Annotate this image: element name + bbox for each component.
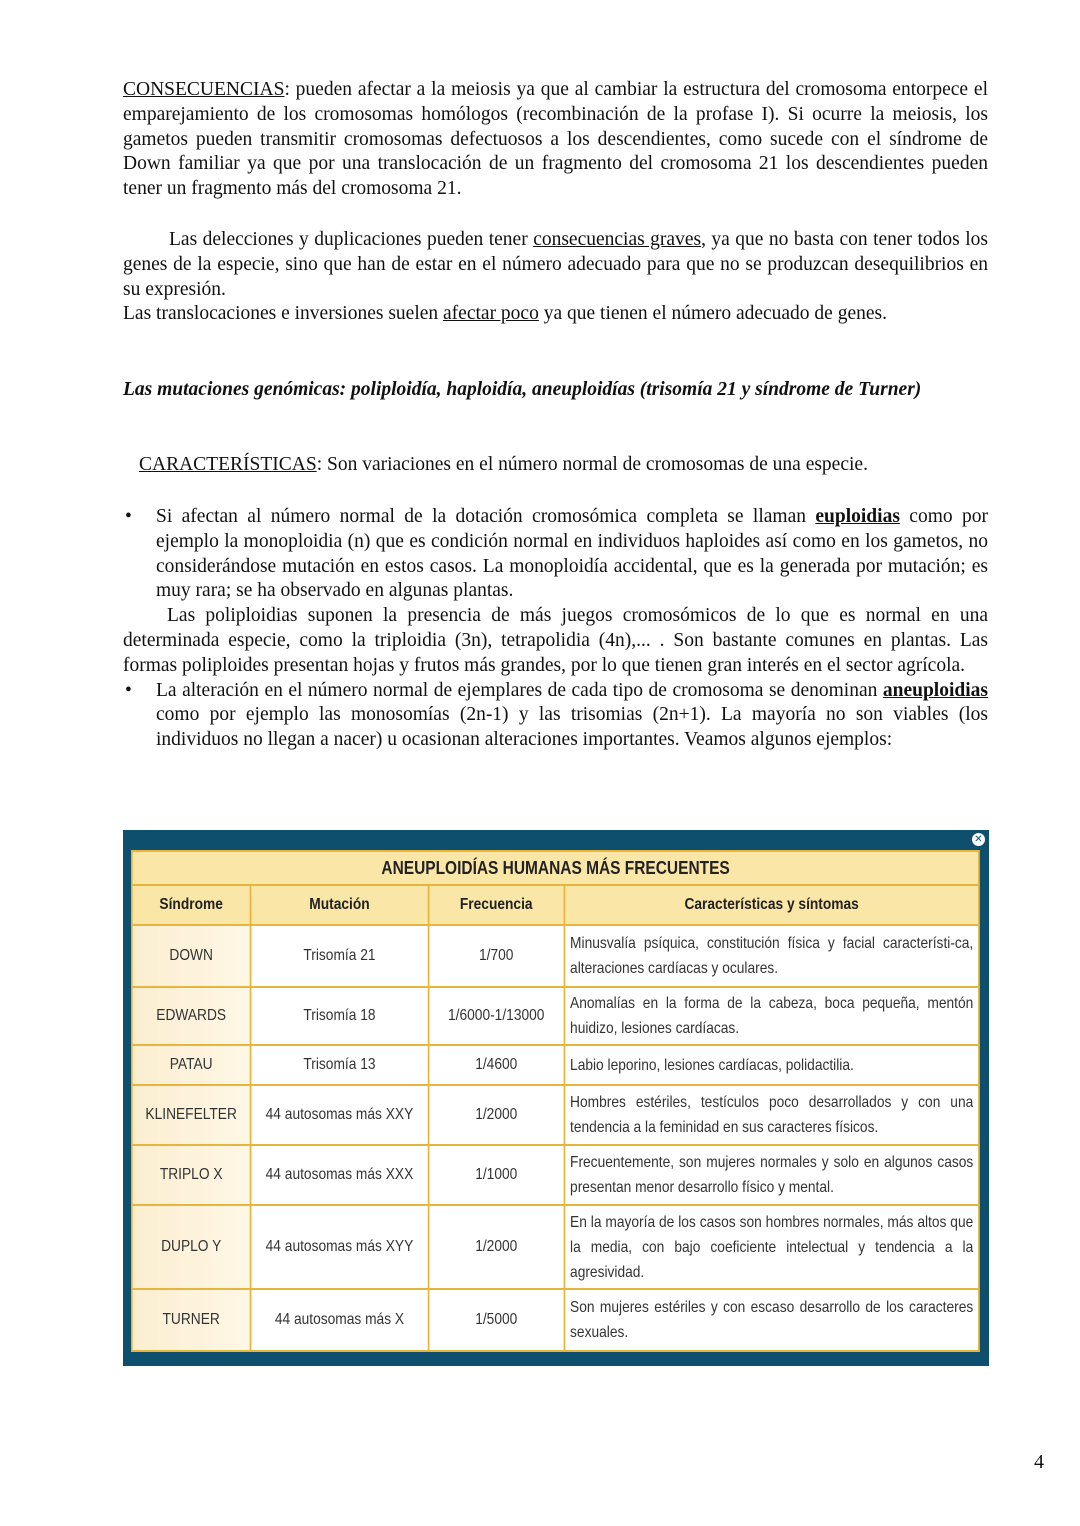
text: : Son variaciones en el número normal de cromosomas de una especie. [316, 454, 868, 475]
table-row [132, 1289, 979, 1351]
cell-sindrome: KLINEFELTER [132, 1085, 251, 1145]
cell-caracteristicas: Labio leporino, lesiones cardíacas, polidactilia. [564, 1045, 979, 1085]
table-title: ANEUPLOIDÍAS HUMANAS MÁS FRECUENTES [132, 851, 979, 885]
cell-caracteristicas: En la mayoría de los casos son hombres normales, más altos que la media, con bajo coeficiente intelectual y tendencia a la agresividad. [564, 1205, 979, 1289]
text: La alteración en el número normal de ejemplares de cada tipo de cromosoma se denominan [156, 679, 883, 701]
cell-sindrome: DUPLO Y [132, 1205, 251, 1289]
cell-mutacion: 44 autosomas más X [250, 1289, 428, 1351]
cell-sindrome: TURNER [132, 1289, 251, 1351]
cell-sindrome: PATAU [132, 1045, 251, 1085]
cell-frecuencia: 1/2000 [428, 1085, 564, 1145]
cell-caracteristicas: Hombres estériles, testículos poco desarrollados y con una tendencia a la feminidad en sus caracteres físicos. [564, 1085, 979, 1145]
cell-sindrome: TRIPLO X [132, 1145, 251, 1205]
text: Si afectan al número normal de la dotación cromosómica completa se llaman [156, 506, 816, 527]
underlined-term: afectar poco [443, 303, 539, 325]
cell-frecuencia: 1/4600 [428, 1045, 564, 1085]
cell-frecuencia: 1/700 [428, 925, 564, 987]
cell-sindrome: DOWN [132, 925, 251, 987]
cell-mutacion: 44 autosomas más XXY [250, 1085, 428, 1145]
cell-mutacion: Trisomía 21 [250, 925, 428, 987]
cell-caracteristicas: Minusvalía psíquica, constitución física y facial característi-ca, alteraciones cardíacas y oculares. [564, 925, 979, 987]
cell-mutacion: 44 autosomas más XXX [250, 1145, 428, 1205]
term-euploidias: euploidias [815, 506, 900, 527]
cell-caracteristicas: Son mujeres estériles y con escaso desarrollo de los caracteres sexuales. [564, 1289, 979, 1351]
cell-caracteristicas: Frecuentemente, son mujeres normales y solo en algunos casos presentan menor desarrollo físico y mental. [564, 1145, 979, 1205]
delecciones-paragraph [123, 228, 988, 327]
header-frecuencia: Frecuencia [428, 885, 564, 925]
text: ya que tienen el número adecuado de genes. [538, 303, 887, 325]
cell-frecuencia: 1/5000 [428, 1289, 564, 1351]
aneuploidias-table [123, 830, 989, 1366]
text: como por ejemplo las monosomías (2n-1) y las trisomias (2n+1). La mayoría no son viables (los individuos no llegan a nacer) u ocasionan alteraciones importantes. Veamos algunos ejemplos: [156, 704, 988, 751]
table-row [132, 987, 979, 1045]
consecuencias-label: CONSECUENCIAS [123, 79, 285, 100]
caracteristicas-label: CARACTERÍSTICAS [139, 454, 317, 475]
caracteristicas-line [139, 453, 989, 478]
header-mutacion: Mutación [250, 885, 428, 925]
page-number: 4 [1034, 1451, 1044, 1473]
cell-mutacion: Trisomía 18 [250, 987, 428, 1045]
text: como por ejemplo la monoploidia (n) que es condición normal en individuos haploides así como en los gametos, no considerándose mutación en estos casos. La monoploidía accidental, que es la generada por mutación; es muy rara; se ha observado en algunas plantas. [156, 506, 988, 602]
table-row [132, 1045, 979, 1085]
table-row [132, 1205, 979, 1289]
underlined-term: consecuencias graves [533, 229, 702, 250]
header-sindrome: Síndrome [132, 885, 251, 925]
consecuencias-paragraph [123, 78, 988, 202]
cell-frecuencia: 1/6000-1/13000 [428, 987, 564, 1045]
text: , ya que no basta con tener todos los genes de la especie, sino que han de estar en el número adecuado para que no se produzcan desequilibrios en su expresión. [123, 229, 988, 300]
bullet-aneuploidias [123, 679, 988, 753]
header-caracteristicas: Características y síntomas [564, 885, 979, 925]
text: Las delecciones y duplicaciones pueden tener [169, 229, 534, 250]
cell-mutacion: Trisomía 13 [250, 1045, 428, 1085]
cell-frecuencia: 1/2000 [428, 1205, 564, 1289]
bullets [123, 505, 988, 753]
term-aneuploidias: aneuploidias [882, 679, 988, 701]
cell-frecuencia: 1/1000 [428, 1145, 564, 1205]
text: : pueden afectar a la meiosis ya que al cambiar la estructura del cromosoma entorpece el emparejamiento de los cromosomas homólogos (recombinación de la profase I). Si ocurre la meiosis, los gametos pueden transmitir cromosomas defectuosos a los descendientes, como sucede con el síndrome de Down familiar ya que por una translocación de un fragmento del cromosoma 21 los descendientes pueden tener un fragmento más del cromosoma 21. [123, 79, 988, 200]
table-row [132, 1145, 979, 1205]
poliploidias-paragraph: Las poliploidias suponen la presencia de más juegos cromosómicos de lo que es normal en una determinada especie, como la triploidia (3n), tetrapolidia (4n),... . Son bastante comunes en plantas. Las formas poliploides presentan hojas y frutos más grandes, por lo que tienen gran interés en el sector agrícola. [123, 605, 988, 676]
text: Las translocaciones e inversiones suelen [123, 303, 444, 325]
table-row [132, 1085, 979, 1145]
cell-caracteristicas: Anomalías en la forma de la cabeza, boca pequeña, mentón huidizo, lesiones cardíacas. [564, 987, 979, 1045]
table-row [132, 925, 979, 987]
close-icon[interactable]: ✕ [972, 833, 985, 846]
bullet-euploidias [123, 505, 988, 604]
cell-mutacion: 44 autosomas más XYY [250, 1205, 428, 1289]
cell-sindrome: EDWARDS [132, 987, 251, 1045]
section-heading: Las mutaciones genómicas: poliploidía, haploidía, aneuploidías (trisomía 21 y síndrome de Turner) [123, 379, 922, 400]
